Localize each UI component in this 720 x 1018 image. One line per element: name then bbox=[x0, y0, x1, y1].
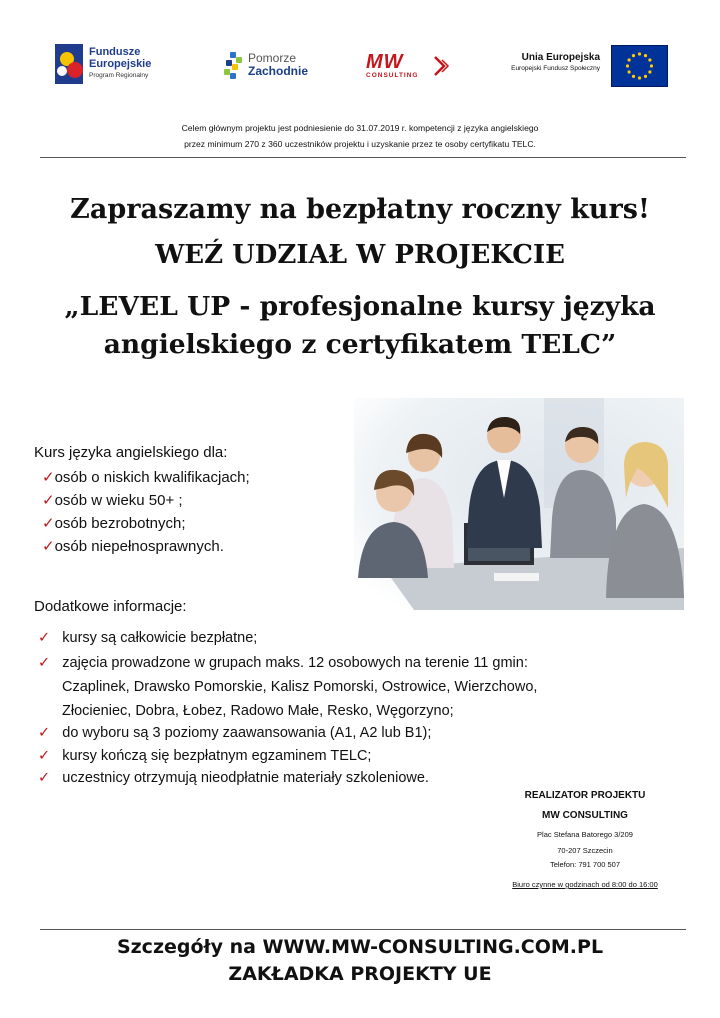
list-item-text: osób o niskich kwalifikacjach; bbox=[54, 469, 250, 486]
list-item-text: osób w wieku 50+ ; bbox=[54, 492, 183, 509]
fe-logo-line3: Program Regionalny bbox=[89, 72, 149, 79]
list-item bbox=[38, 725, 431, 741]
checkmark-icon: ✓ bbox=[42, 469, 55, 486]
fe-logo-line2: Europejskie bbox=[89, 58, 152, 70]
list-item bbox=[42, 468, 250, 486]
checkmark-icon: ✓ bbox=[42, 515, 55, 532]
list-item bbox=[42, 537, 224, 555]
realizer-name: MW CONSULTING bbox=[542, 810, 628, 821]
goal-line-2: przez minimum 270 z 360 uczestników projektu i uzyskanie przez te osoby certyfikatu TELC. bbox=[184, 139, 536, 149]
list-item-text: osób niepełnosprawnych. bbox=[54, 538, 224, 555]
heading-project bbox=[20, 288, 700, 364]
fe-logo-line1: Fundusze bbox=[89, 46, 141, 58]
mw-logo-sub: CONSULTING bbox=[366, 72, 419, 79]
checkmark-icon: ✓ bbox=[38, 655, 51, 671]
logo-unia-europejska-text bbox=[480, 52, 600, 74]
list-item-text: uczestnicy otrzymują nieodpłatnie materiały szkoleniowe. bbox=[62, 770, 429, 786]
pz-logo-line2: Zachodnie bbox=[248, 64, 309, 78]
heading-invite: Zapraszamy na bezpłatny roczny kurs! bbox=[70, 194, 650, 225]
footer-tab: ZAKŁADKA PROJEKTY UE bbox=[228, 963, 492, 985]
checkmark-icon: ✓ bbox=[38, 630, 51, 646]
list-item-text: osób bezrobotnych; bbox=[54, 515, 186, 532]
top-divider bbox=[40, 157, 686, 158]
heading-project-line1: „LEVEL UP - profesjonalne kursy języka bbox=[64, 291, 656, 322]
list-item bbox=[38, 748, 371, 764]
office-hours: Biuro czynne w godzinach od 8:00 do 16:00 bbox=[512, 880, 658, 889]
ue-logo-title: Unia Europejska bbox=[521, 52, 600, 63]
checkmark-icon: ✓ bbox=[38, 770, 51, 786]
goal-line-1: Celem głównym projektu jest podniesienie do 31.07.2019 r. kompetencji z języka angielskiego bbox=[181, 123, 539, 133]
list-item bbox=[42, 491, 183, 509]
mw-logo-mark: MW bbox=[366, 51, 404, 73]
additional-info-lead: Dodatkowe informacje: bbox=[34, 598, 187, 615]
pz-mark-icon bbox=[222, 52, 244, 80]
logo-fundusze-europejskie bbox=[55, 44, 185, 88]
list-item bbox=[38, 655, 528, 671]
list-item-text: kursy kończą się bezpłatnym egzaminem TELC; bbox=[62, 748, 372, 764]
ue-logo-sub: Europejski Fundusz Społeczny bbox=[511, 65, 600, 72]
project-goal bbox=[60, 120, 660, 152]
checkmark-icon: ✓ bbox=[42, 538, 55, 555]
checkmark-icon: ✓ bbox=[42, 492, 55, 509]
team-meeting-photo bbox=[354, 398, 684, 610]
pz-logo-line1: Pomorze bbox=[248, 51, 297, 65]
list-item-continuation: Złocieniec, Dobra, Łobez, Radowo Małe, Resko, Węgorzyno; bbox=[62, 703, 454, 719]
chevron-right-icon bbox=[432, 54, 452, 78]
bottom-divider bbox=[40, 929, 686, 930]
realizer-address: Plac Stefana Batorego 3/209 bbox=[537, 830, 633, 839]
eu-flag-icon bbox=[611, 45, 668, 87]
list-item bbox=[38, 770, 429, 786]
list-item-continuation: Czaplinek, Drawsko Pomorskie, Kalisz Pomorski, Ostrowice, Wierzchowo, bbox=[62, 679, 538, 695]
list-item-text: zajęcia prowadzone w grupach maks. 12 osobowych na terenie 11 gmin: bbox=[62, 655, 528, 671]
logo-pomorze-zachodnie bbox=[222, 48, 317, 88]
course-for-lead: Kurs języka angielskiego dla: bbox=[34, 444, 228, 461]
realizer-city: 70-207 Szczecin bbox=[557, 846, 613, 855]
realizer-title: REALIZATOR PROJEKTU bbox=[524, 790, 646, 801]
checkmark-icon: ✓ bbox=[38, 725, 51, 741]
heading-join: WEŹ UDZIAŁ W PROJEKCIE bbox=[155, 240, 565, 270]
fe-flag-icon bbox=[55, 44, 83, 84]
logo-mw-consulting bbox=[366, 52, 456, 82]
heading-project-line2: angielskiego z certyfikatem TELC” bbox=[103, 329, 617, 360]
checkmark-icon: ✓ bbox=[38, 748, 51, 764]
list-item bbox=[42, 514, 186, 532]
realizer-phone: Telefon: 791 700 507 bbox=[549, 860, 621, 869]
list-item-text: kursy są całkowicie bezpłatne; bbox=[62, 630, 258, 646]
footer-website: Szczegóły na WWW.MW-CONSULTING.COM.PL bbox=[116, 936, 604, 958]
list-item-text: do wyboru są 3 poziomy zaawansowania (A1, A2 lub B1); bbox=[62, 725, 432, 741]
list-item bbox=[38, 630, 257, 646]
